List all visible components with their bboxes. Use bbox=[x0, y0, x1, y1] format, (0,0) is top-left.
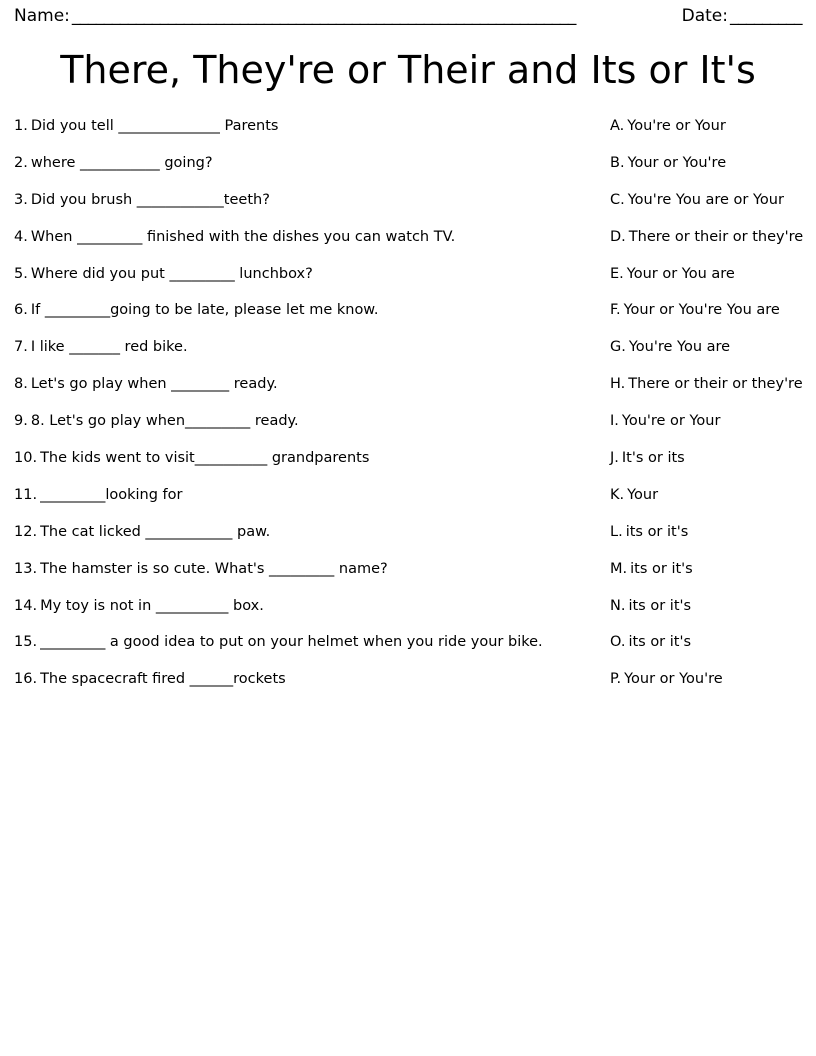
answer-letter: B. bbox=[610, 154, 625, 171]
answer-item bbox=[610, 487, 803, 504]
question-text: I like _______ red bike. bbox=[30, 339, 188, 356]
answer-letter: L. bbox=[610, 523, 623, 540]
answer-text: You're You are or Your bbox=[627, 191, 784, 208]
answer-text: You're or Your bbox=[627, 118, 726, 134]
question-number: 7. bbox=[14, 339, 28, 356]
answer-item bbox=[610, 302, 803, 319]
question-item bbox=[14, 671, 604, 688]
question-item bbox=[14, 302, 604, 319]
answer-text: its or it's bbox=[625, 523, 689, 540]
question-text: The kids went to visit__________ grandparents bbox=[40, 450, 370, 467]
question-number: 1. bbox=[14, 118, 28, 134]
question-item bbox=[14, 155, 604, 172]
answer-item bbox=[610, 118, 803, 135]
question-number: 6. bbox=[14, 302, 28, 319]
answer-text: Your or You're You are bbox=[623, 302, 780, 319]
question-text: Did you tell ______________ Parents bbox=[30, 118, 279, 134]
answer-item bbox=[610, 450, 803, 467]
question-number: 14. bbox=[14, 597, 38, 614]
answer-letter: J. bbox=[610, 450, 619, 467]
answer-letter: I. bbox=[610, 413, 619, 430]
answers-column bbox=[604, 118, 803, 708]
answer-item bbox=[610, 155, 803, 172]
answer-text: There or their or they're bbox=[628, 376, 803, 393]
answer-item bbox=[610, 266, 803, 283]
question-number: 3. bbox=[14, 191, 28, 208]
question-item bbox=[14, 450, 604, 467]
answer-letter: F. bbox=[610, 302, 621, 319]
answer-letter: D. bbox=[610, 228, 626, 245]
question-number: 5. bbox=[14, 265, 28, 282]
answer-text: Your or You are bbox=[626, 265, 735, 282]
question-number: 15. bbox=[14, 634, 38, 651]
answer-letter: N. bbox=[610, 597, 626, 614]
question-number: 9. bbox=[14, 413, 28, 430]
answer-letter: E. bbox=[610, 265, 624, 282]
question-text: My toy is not in __________ box. bbox=[40, 597, 264, 614]
question-item bbox=[14, 339, 604, 356]
worksheet-body bbox=[14, 118, 802, 708]
question-number: 10. bbox=[14, 450, 38, 467]
date-label: Date: bbox=[681, 6, 728, 26]
name-field-group bbox=[14, 6, 666, 26]
questions-column bbox=[14, 118, 604, 708]
answer-item bbox=[610, 598, 803, 615]
name-write-line[interactable]: _______________________________________________________________ bbox=[71, 6, 576, 26]
question-number: 12. bbox=[14, 523, 38, 540]
question-text: Let's go play when ________ ready. bbox=[30, 376, 278, 393]
page-title: There, They're or Their and Its or It's bbox=[60, 48, 756, 92]
question-item bbox=[14, 376, 604, 393]
answer-text: its or it's bbox=[628, 634, 692, 651]
question-text: The spacecraft fired ______rockets bbox=[40, 671, 286, 688]
question-item bbox=[14, 524, 604, 541]
date-write-line[interactable]: _________ bbox=[730, 6, 802, 26]
question-text: 8. Let's go play when_________ ready. bbox=[30, 413, 299, 430]
question-text: When _________ finished with the dishes you can watch TV. bbox=[30, 228, 456, 245]
question-item bbox=[14, 229, 604, 246]
answer-letter: H. bbox=[610, 376, 626, 393]
answer-text: You're You are bbox=[628, 339, 731, 356]
answer-item bbox=[610, 524, 803, 541]
date-field-group bbox=[682, 6, 802, 26]
answer-letter: O. bbox=[610, 634, 626, 651]
question-item bbox=[14, 266, 604, 283]
worksheet-header bbox=[14, 0, 802, 26]
question-text: The cat licked ____________ paw. bbox=[40, 523, 271, 540]
answer-letter: G. bbox=[610, 339, 626, 356]
question-text: _________ a good idea to put on your helmet when you ride your bike. bbox=[40, 634, 543, 651]
answer-item bbox=[610, 671, 803, 688]
answer-text: Your or You're bbox=[624, 671, 723, 688]
answer-text: It's or its bbox=[621, 450, 685, 467]
question-text: Did you brush ____________teeth? bbox=[30, 191, 270, 208]
question-text: The hamster is so cute. What's _________ name? bbox=[40, 560, 388, 577]
answer-letter: C. bbox=[610, 191, 625, 208]
answer-text: Your bbox=[627, 486, 659, 503]
question-number: 8. bbox=[14, 376, 28, 393]
question-text: If _________going to be late, please let me know. bbox=[30, 302, 379, 319]
answer-item bbox=[610, 339, 803, 356]
answer-item bbox=[610, 634, 803, 651]
answer-text: You're or Your bbox=[621, 413, 721, 430]
answer-item bbox=[610, 376, 803, 393]
question-item bbox=[14, 561, 604, 578]
answer-item bbox=[610, 561, 803, 578]
question-number: 13. bbox=[14, 560, 38, 577]
answer-text: its or it's bbox=[630, 560, 693, 577]
question-text: where ___________ going? bbox=[30, 154, 213, 171]
answer-item bbox=[610, 192, 803, 209]
name-label: Name: bbox=[14, 6, 70, 26]
answer-letter: P. bbox=[610, 671, 622, 688]
answer-letter: K. bbox=[610, 486, 625, 503]
answer-item bbox=[610, 229, 803, 246]
question-item bbox=[14, 487, 604, 504]
question-item bbox=[14, 598, 604, 615]
question-number: 11. bbox=[14, 486, 38, 503]
question-item bbox=[14, 192, 604, 209]
question-number: 4. bbox=[14, 228, 28, 245]
answer-letter: M. bbox=[610, 560, 628, 577]
question-item bbox=[14, 634, 604, 651]
answer-letter: A. bbox=[610, 118, 625, 134]
answer-item bbox=[610, 413, 803, 430]
answer-text: Your or You're bbox=[627, 154, 727, 171]
answer-text: There or their or they're bbox=[628, 228, 804, 245]
question-text: _________looking for bbox=[40, 486, 183, 503]
question-item bbox=[14, 118, 604, 135]
question-text: Where did you put _________ lunchbox? bbox=[30, 265, 313, 282]
answer-text: its or it's bbox=[628, 597, 692, 614]
question-number: 2. bbox=[14, 154, 28, 171]
question-item bbox=[14, 413, 604, 430]
question-number: 16. bbox=[14, 671, 38, 688]
